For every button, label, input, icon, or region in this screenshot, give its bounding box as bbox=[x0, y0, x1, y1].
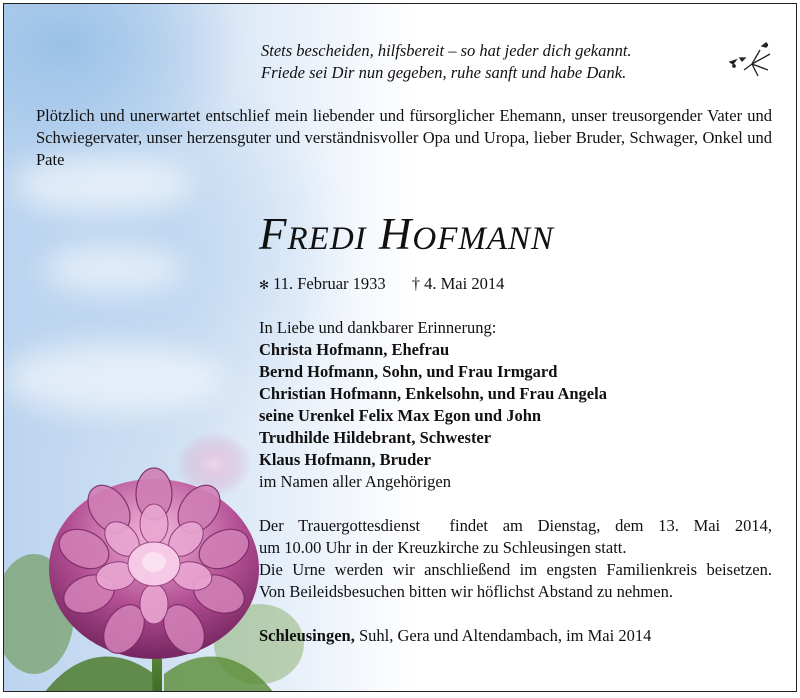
funeral-service-info bbox=[259, 515, 772, 603]
cloud bbox=[44, 244, 184, 294]
mourner-entry: Christian Hofmann, Enkelsohn, und Frau Angela bbox=[259, 384, 607, 403]
service-line: Der Trauergottesdienst findet am Dienstag, dem 13. Mai 2014, bbox=[259, 516, 772, 535]
motto-verse bbox=[261, 40, 632, 84]
mourner-entry: Trudhilde Hildebrant, Schwester bbox=[259, 428, 492, 447]
service-line: Die Urne werden wir anschließend im engsten Familienkreis beisetzen. bbox=[259, 560, 772, 579]
intro-text: Plötzlich und unerwartet entschlief mein liebender und fürsorglicher Ehemann, unser treusorgender Vater und Schwiegervater, unser herzensguter und verständnisvoller Opa und Uropa, lieber Bruder, Schwager, Onkel und Pate bbox=[36, 106, 772, 169]
death-cross-icon: † bbox=[411, 274, 421, 293]
mourner-entry: Bernd Hofmann, Sohn, und Frau Irmgard bbox=[259, 362, 558, 381]
mourners-closing: im Namen aller Angehörigen bbox=[259, 472, 451, 491]
leaf-ornament-icon bbox=[722, 40, 778, 80]
birth-date: 11. Februar 1933 bbox=[273, 274, 386, 293]
place-and-date: Schleusingen, Suhl, Gera und Altendambach, im Mai 2014 bbox=[259, 626, 652, 645]
birth-star-icon: ✻ bbox=[259, 278, 270, 292]
obituary-notice bbox=[3, 3, 797, 692]
death-date: 4. Mai 2014 bbox=[424, 274, 505, 293]
service-line: Von Beileidsbesuchen bitten wir höflichst Abstand zu nehmen. bbox=[259, 582, 673, 601]
motto-line: Friede sei Dir nun gegeben, ruhe sanft und habe Dank. bbox=[261, 63, 627, 82]
motto-line: Stets bescheiden, hilfsbereit – so hat jeder dich gekannt. bbox=[261, 41, 632, 60]
service-line: um 10.00 Uhr in der Kreuzkirche zu Schleusingen statt. bbox=[259, 538, 627, 557]
mourner-entry: Christa Hofmann, Ehefrau bbox=[259, 340, 450, 359]
life-dates bbox=[259, 273, 504, 296]
deceased-name: FREDI HOFMANN bbox=[259, 209, 555, 259]
mourner-entry: Klaus Hofmann, Bruder bbox=[259, 450, 431, 469]
mourner-entry: seine Urenkel Felix Max Egon und John bbox=[259, 406, 542, 425]
mourners-list bbox=[259, 317, 607, 493]
mourners-intro: In Liebe und dankbarer Erinnerung: bbox=[259, 318, 497, 337]
